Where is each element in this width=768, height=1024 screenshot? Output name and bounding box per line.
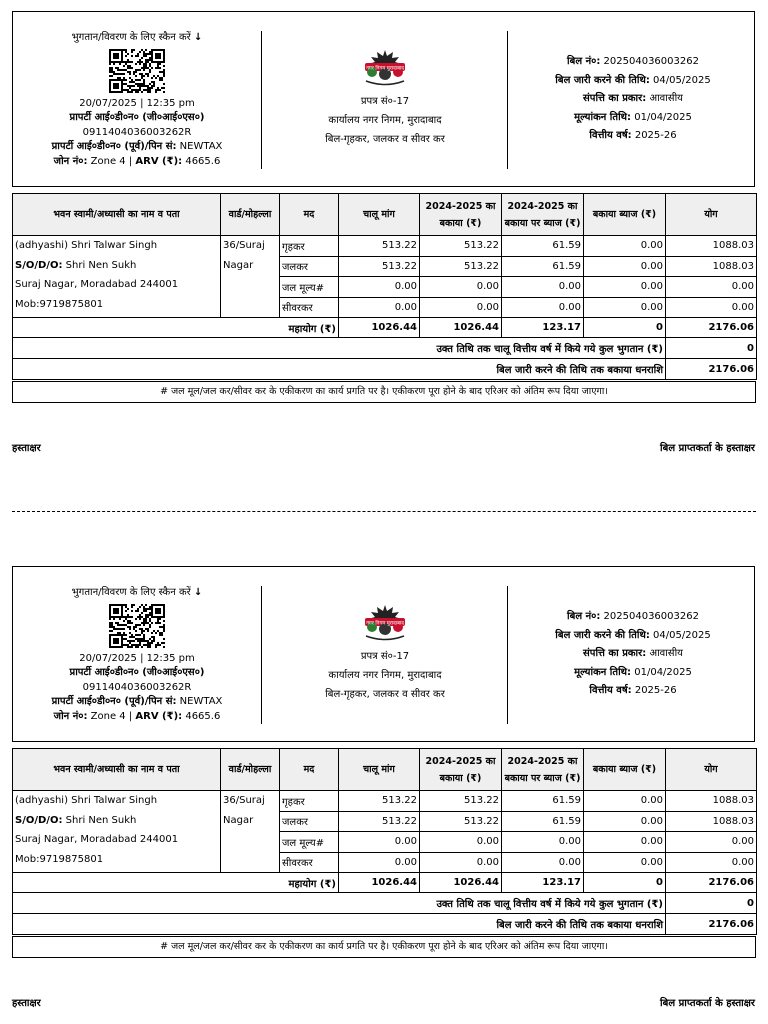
owner-address: Suraj Nagar, Moradabad 244001 <box>15 279 179 290</box>
grand-total-row <box>13 318 757 338</box>
grand-total-row <box>13 873 757 893</box>
svg-text:नगर निगम मुरादाबाद: नगर निगम मुरादाबाद <box>366 620 404 627</box>
due-label: बिल जारी करने की तिथि तक बकाया धनराशि <box>13 914 666 935</box>
paid-row <box>13 893 757 914</box>
value-cell: 0.00 <box>666 852 757 873</box>
head-cell: गृहकर <box>280 236 339 257</box>
due-row <box>13 359 757 380</box>
value-cell: 0.00 <box>584 791 666 812</box>
municipal-logo <box>360 48 410 88</box>
value-cell: 513.22 <box>339 256 420 277</box>
scan-instruction <box>13 586 261 601</box>
bill-datetime: 20/07/2025 | 12:35 pm <box>79 97 195 109</box>
relation-line: S/O/D/O: Shri Nen Sukh <box>15 259 137 271</box>
bill-number: बिल नं०: 202504036003262 <box>567 611 699 622</box>
integration-note: # जल मूल/जल कर/सीवर कर के एकीकरण का कार्य प्रगति पर है। एकीकरण पूरा होने के बाद एरिअर को अंतिम रूप दिया जाएगा। <box>12 381 756 403</box>
due-label: बिल जारी करने की तिथि तक बकाया धनराशि <box>13 359 666 380</box>
value-cell: 513.22 <box>339 811 420 832</box>
signature-left: हस्ताक्षर <box>12 443 41 454</box>
arrow-down-icon: ↓ <box>193 32 203 43</box>
head-cell: सीवरकर <box>280 852 339 873</box>
value-cell: 513.22 <box>339 236 420 257</box>
value-cell: 61.59 <box>502 236 584 257</box>
property-type: संपत्ति का प्रकार: आवासीय <box>583 648 683 659</box>
property-id: 0911404036003262R <box>82 126 192 138</box>
value-cell: 0.00 <box>584 277 666 298</box>
bill-header <box>12 11 755 187</box>
bill-type: बिल-गृहकर, जलकर व सीवर कर <box>325 134 445 145</box>
header-left <box>13 586 261 724</box>
divider <box>507 586 508 724</box>
property-type: संपत्ति का प्रकार: आवासीय <box>583 93 683 104</box>
value-cell: 61.59 <box>502 791 584 812</box>
form-number: प्रपत्र सं०-17 <box>360 96 410 107</box>
owner-cell <box>13 791 221 873</box>
relation-line: S/O/D/O: Shri Nen Sukh <box>15 814 137 826</box>
value-cell: 1088.03 <box>666 811 757 832</box>
scan-label: भुगतान/विवरण के लिए स्कैन करें <box>71 587 191 598</box>
office-name: कार्यालय नगर निगम, मुरादाबाद <box>328 670 442 681</box>
value-cell: 0.00 <box>584 832 666 853</box>
header-left <box>13 31 261 169</box>
scan-instruction <box>13 31 261 46</box>
value-cell: 513.22 <box>420 236 502 257</box>
pin-line: प्रापर्टी आई०डी०न० (पूर्व)/पिन सं: NEWTAX <box>51 696 223 707</box>
total-cell: 0 <box>584 873 666 893</box>
col-current-demand: चालू मांग <box>339 194 420 236</box>
integration-note: # जल मूल/जल कर/सीवर कर के एकीकरण का कार्य प्रगति पर है। एकीकरण पूरा होने के बाद एरिअर को अंतिम रूप दिया जाएगा। <box>12 936 756 958</box>
municipal-logo <box>360 603 410 643</box>
svg-text:नगर निगम मुरादाबाद: नगर निगम मुरादाबाद <box>366 65 404 72</box>
col-owner: भवन स्वामी/अध्यासी का नाम व पता <box>13 749 221 791</box>
bill-datetime: 20/07/2025 | 12:35 pm <box>79 652 195 664</box>
bill-header <box>12 566 755 742</box>
paid-row <box>13 338 757 359</box>
value-cell: 61.59 <box>502 256 584 277</box>
value-cell: 0.00 <box>502 852 584 873</box>
value-cell: 0.00 <box>420 852 502 873</box>
value-cell: 0.00 <box>339 277 420 298</box>
head-cell: जलकर <box>280 256 339 277</box>
signature-right: बिल प्राप्तकर्ता के हस्ताक्षर <box>660 998 755 1009</box>
total-cell: 1026.44 <box>339 318 420 338</box>
head-cell: जल मूल्य# <box>280 277 339 298</box>
value-cell: 0.00 <box>502 297 584 318</box>
header-center <box>263 603 507 704</box>
value-cell: 0.00 <box>666 277 757 298</box>
issue-date: बिल जारी करने की तिथि: 04/05/2025 <box>555 629 711 641</box>
header-right <box>510 53 756 146</box>
value-cell: 61.59 <box>502 811 584 832</box>
header-right <box>510 608 756 701</box>
ward-cell: 36/Suraj Nagar <box>221 236 280 318</box>
col-due-interest: बकाया ब्याज (₹) <box>584 194 666 236</box>
due-value: 2176.06 <box>666 359 757 380</box>
value-cell: 0.00 <box>420 297 502 318</box>
grand-total-label: महायोग (₹) <box>13 873 339 893</box>
ward-cell: 36/Suraj Nagar <box>221 791 280 873</box>
zone-arv-line: जोन नं०: Zone 4 | ARV (₹): 4665.6 <box>53 710 221 722</box>
owner-address: Suraj Nagar, Moradabad 244001 <box>15 834 179 845</box>
value-cell: 0.00 <box>339 297 420 318</box>
bill-table <box>12 193 757 380</box>
total-cell: 1026.44 <box>339 873 420 893</box>
total-cell: 1026.44 <box>420 873 502 893</box>
owner-mobile: Mob:9719875801 <box>15 853 104 865</box>
issue-date: बिल जारी करने की तिथि: 04/05/2025 <box>555 74 711 86</box>
owner-name: (adhyashi) Shri Talwar Singh <box>15 795 158 806</box>
value-cell: 0.00 <box>666 297 757 318</box>
col-head: मद <box>280 194 339 236</box>
owner-name: (adhyashi) Shri Talwar Singh <box>15 240 158 251</box>
table-row <box>13 236 757 257</box>
signature-left: हस्ताक्षर <box>12 998 41 1009</box>
property-id-label: प्रापर्टी आई०डी०न० (जी०आई०एस०) <box>69 112 205 123</box>
qr-code[interactable] <box>109 49 165 93</box>
total-cell: 123.17 <box>502 873 584 893</box>
bill-copy <box>0 0 768 460</box>
col-total: योग <box>666 194 757 236</box>
divider <box>261 586 262 724</box>
table-header-row <box>13 749 757 791</box>
due-row <box>13 914 757 935</box>
total-cell: 123.17 <box>502 318 584 338</box>
valuation-date: मूल्यांकन तिथि: 01/04/2025 <box>574 666 692 678</box>
value-cell: 1088.03 <box>666 256 757 277</box>
value-cell: 0.00 <box>420 832 502 853</box>
table-header-row <box>13 194 757 236</box>
due-value: 2176.06 <box>666 914 757 935</box>
table-row <box>13 791 757 812</box>
bill-number: बिल नं०: 202504036003262 <box>567 56 699 67</box>
qr-code[interactable] <box>109 604 165 648</box>
col-total: योग <box>666 749 757 791</box>
grand-total-label: महायोग (₹) <box>13 318 339 338</box>
value-cell: 0.00 <box>584 852 666 873</box>
col-ward: वार्ड/मोहल्ला <box>221 749 280 791</box>
bill-copy <box>0 555 768 1015</box>
paid-value: 0 <box>666 338 757 359</box>
zone-arv-line: जोन नं०: Zone 4 | ARV (₹): 4665.6 <box>53 155 221 167</box>
value-cell: 513.22 <box>420 791 502 812</box>
value-cell: 513.22 <box>420 256 502 277</box>
value-cell: 0.00 <box>502 832 584 853</box>
paid-label: उक्त तिथि तक चालू वित्तीय वर्ष में किये गये कुल भुगतान (₹) <box>13 893 666 914</box>
total-cell: 2176.06 <box>666 318 757 338</box>
paid-value: 0 <box>666 893 757 914</box>
financial-year: वित्तीय वर्ष: 2025-26 <box>589 685 677 696</box>
value-cell: 513.22 <box>339 791 420 812</box>
value-cell: 0.00 <box>420 277 502 298</box>
col-arrears-interest: 2024-2025 का बकाया पर ब्याज (₹) <box>502 194 584 236</box>
arrow-down-icon: ↓ <box>193 587 203 598</box>
bill-table <box>12 748 757 935</box>
col-arrears-interest: 2024-2025 का बकाया पर ब्याज (₹) <box>502 749 584 791</box>
value-cell: 513.22 <box>420 811 502 832</box>
property-id-label: प्रापर्टी आई०डी०न० (जी०आई०एस०) <box>69 667 205 678</box>
col-ward: वार्ड/मोहल्ला <box>221 194 280 236</box>
financial-year: वित्तीय वर्ष: 2025-26 <box>589 130 677 141</box>
head-cell: जल मूल्य# <box>280 832 339 853</box>
valuation-date: मूल्यांकन तिथि: 01/04/2025 <box>574 111 692 123</box>
col-head: मद <box>280 749 339 791</box>
header-center <box>263 48 507 149</box>
form-number: प्रपत्र सं०-17 <box>360 651 410 662</box>
office-name: कार्यालय नगर निगम, मुरादाबाद <box>328 115 442 126</box>
value-cell: 0.00 <box>339 852 420 873</box>
col-due-interest: बकाया ब्याज (₹) <box>584 749 666 791</box>
total-cell: 2176.06 <box>666 873 757 893</box>
col-current-demand: चालू मांग <box>339 749 420 791</box>
property-id: 0911404036003262R <box>82 681 192 693</box>
owner-mobile: Mob:9719875801 <box>15 298 104 310</box>
value-cell: 0.00 <box>584 297 666 318</box>
head-cell: गृहकर <box>280 791 339 812</box>
value-cell: 0.00 <box>584 236 666 257</box>
divider <box>261 31 262 169</box>
scan-label: भुगतान/विवरण के लिए स्कैन करें <box>71 32 191 43</box>
head-cell: सीवरकर <box>280 297 339 318</box>
divider <box>507 31 508 169</box>
total-cell: 1026.44 <box>420 318 502 338</box>
value-cell: 0.00 <box>339 832 420 853</box>
col-arrears: 2024-2025 का बकाया (₹) <box>420 749 502 791</box>
bill-type: बिल-गृहकर, जलकर व सीवर कर <box>325 689 445 700</box>
value-cell: 1088.03 <box>666 791 757 812</box>
value-cell: 0.00 <box>584 256 666 277</box>
total-cell: 0 <box>584 318 666 338</box>
col-owner: भवन स्वामी/अध्यासी का नाम व पता <box>13 194 221 236</box>
owner-cell <box>13 236 221 318</box>
value-cell: 0.00 <box>666 832 757 853</box>
value-cell: 1088.03 <box>666 236 757 257</box>
value-cell: 0.00 <box>502 277 584 298</box>
pin-line: प्रापर्टी आई०डी०न० (पूर्व)/पिन सं: NEWTAX <box>51 141 223 152</box>
cut-line <box>12 511 756 512</box>
value-cell: 0.00 <box>584 811 666 832</box>
head-cell: जलकर <box>280 811 339 832</box>
signature-right: बिल प्राप्तकर्ता के हस्ताक्षर <box>660 443 755 454</box>
paid-label: उक्त तिथि तक चालू वित्तीय वर्ष में किये गये कुल भुगतान (₹) <box>13 338 666 359</box>
col-arrears: 2024-2025 का बकाया (₹) <box>420 194 502 236</box>
